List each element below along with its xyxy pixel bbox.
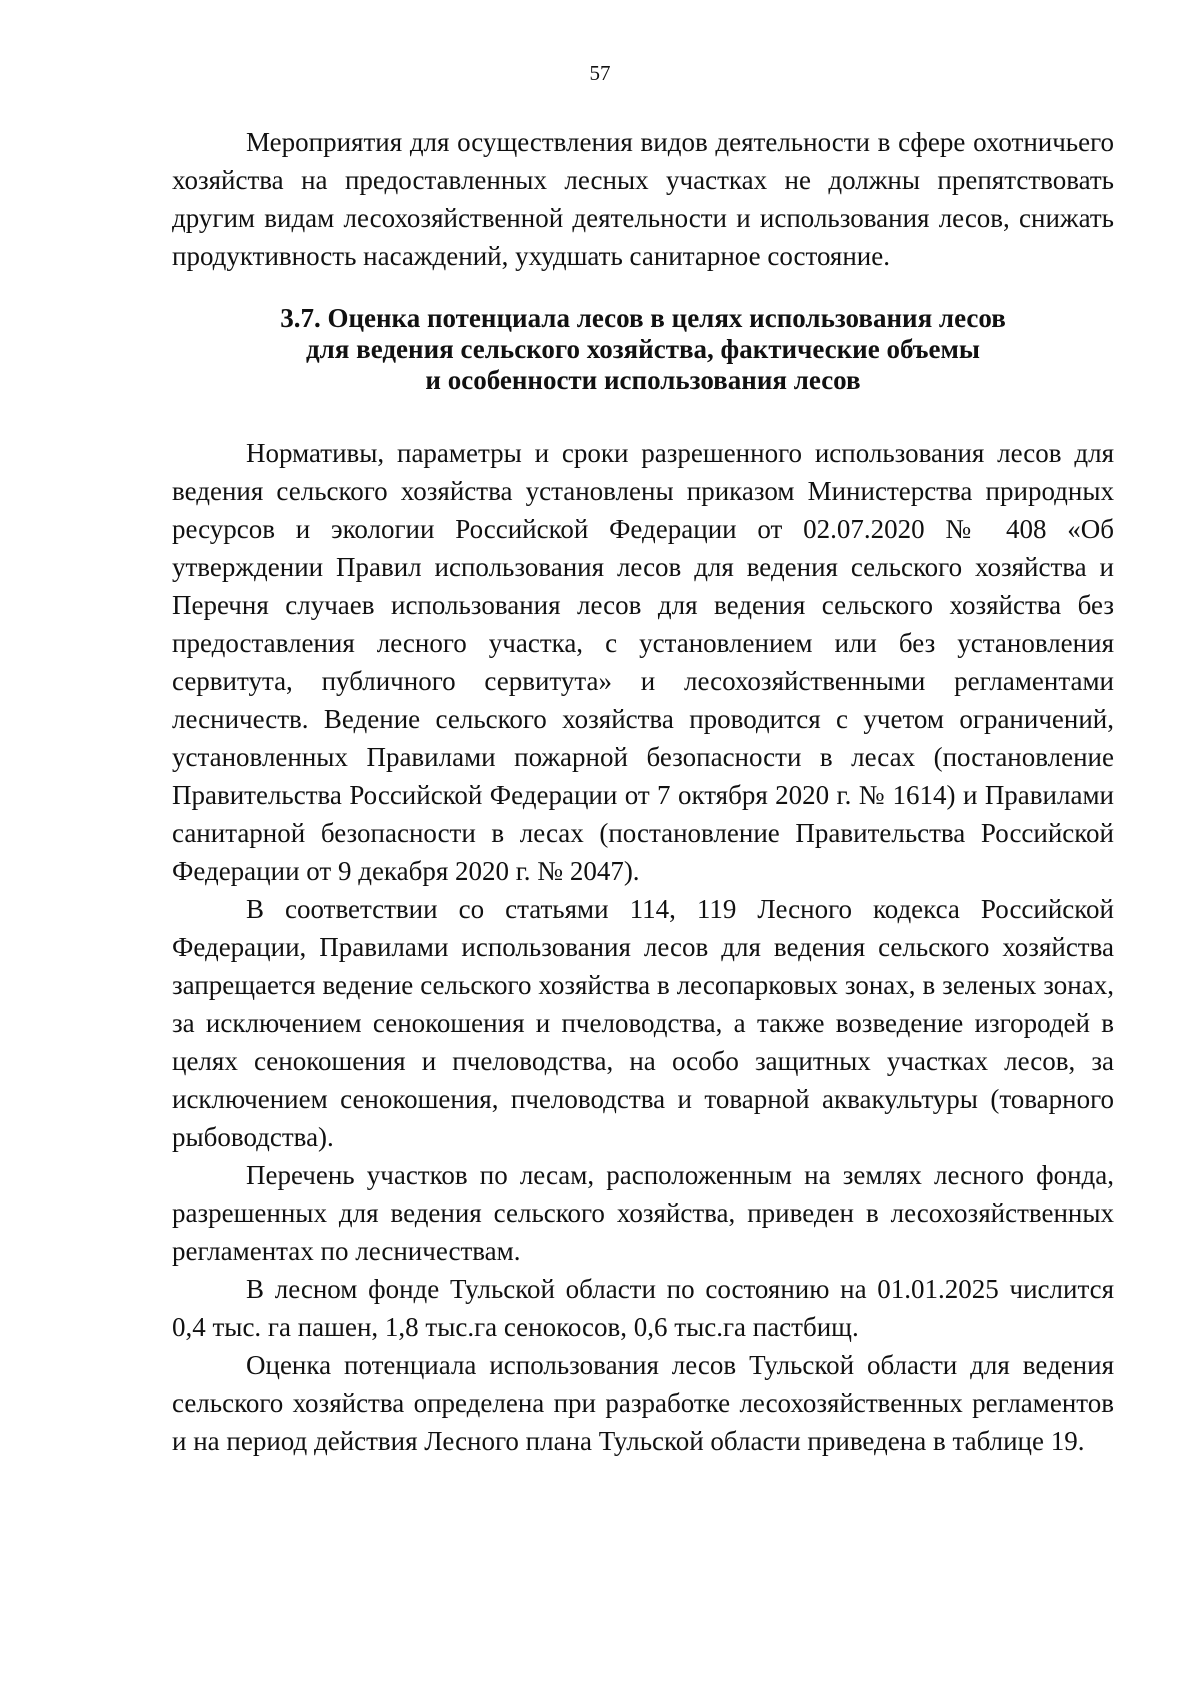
spacer [172, 275, 1114, 303]
page-number: 57 [589, 61, 611, 85]
paragraph-areas: В лесном фонде Тульской области по состоянию на 01.01.2025 числится 0,4 тыс. га пашен, 1,8 тыс.га сенокосов, 0,6 тыс.га пастбищ. [172, 1274, 1114, 1342]
page-content [172, 123, 1114, 1460]
section-heading-line-3: и особенности использования лесов [425, 365, 861, 395]
paragraph-assessment: Оценка потенциала использования лесов Тульской области для ведения сельского хозяйства определена при разработке лесохозяйственных регламентов и на период действия Лесного плана Тульской области приведена в таблице 19. [172, 1350, 1114, 1456]
spacer [172, 396, 1114, 434]
section-heading-line-2: для ведения сельского хозяйства, фактические объемы [306, 334, 980, 364]
paragraph-regulations: Нормативы, параметры и сроки разрешенного использования лесов для ведения сельского хозяйства установлены приказом Министерства природных ресурсов и экологии Российской Федерации от 02.07.2020 № 408 «Об утверждении Правил использования лесов для ведения сельского хозяйства и Перечня случаев использования лесов для ведения сельского хозяйства без предоставления лесного участка, с установлением или без установления сервитута, публичного сервитута» и лесохозяйственными регламентами лесничеств. Ведение сельского хозяйства проводится с учетом ограничений, установленных Правилами пожарной безопасности в лесах (постановление Правительства Российской Федерации от 7 октября 2020 г. № 1614) и Правилами санитарной безопасности в лесах (постановление Правительства Российской Федерации от 9 декабря 2020 г. № 2047). [172, 438, 1114, 886]
paragraph-intro: Мероприятия для осуществления видов деятельности в сфере охотничьего хозяйства на предоставленных лесных участках не должны препятствовать другим видам лесохозяйственной деятельности и использования лесов, снижать продуктивность насаждений, ухудшать санитарное состояние. [172, 127, 1114, 271]
paragraph-plot-list: Перечень участков по лесам, расположенным на землях лесного фонда, разрешенных для ведения сельского хозяйства, приведен в лесохозяйственных регламентах по лесничествам. [172, 1160, 1114, 1266]
paragraph-restrictions: В соответствии со статьями 114, 119 Лесного кодекса Российской Федерации, Правилами использования лесов для ведения сельского хозяйства запрещается ведение сельского хозяйства в лесопарковых зонах, в зеленых зонах, за исключением сенокошения и пчеловодства, а также возведение изгородей в целях сенокошения и пчеловодства, на особо защитных участках лесов, за исключением сенокошения, пчеловодства и товарной аквакультуры (товарного рыбоводства). [172, 894, 1114, 1152]
section-heading-line-1: 3.7. Оценка потенциала лесов в целях использования лесов [280, 303, 1006, 333]
section-heading [172, 303, 1114, 396]
